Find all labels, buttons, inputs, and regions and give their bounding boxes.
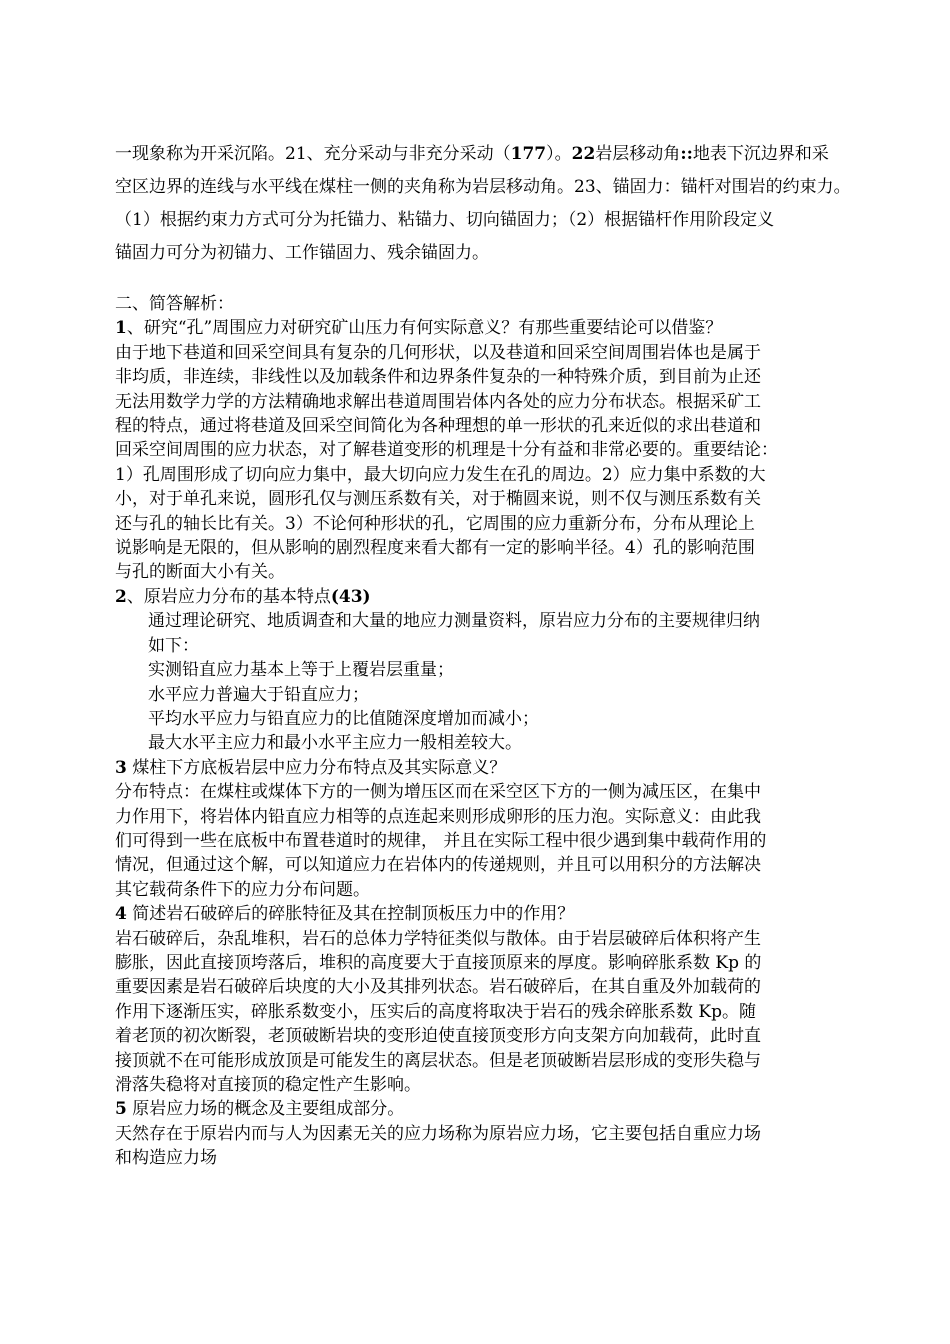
- intro-text: 地表下沉边界和采: [692, 144, 829, 164]
- answer-2-line: 实测铅直应力基本上等于上覆岩层重量；: [148, 660, 454, 681]
- answer-4-line: 滑落失稳将对直接顶的稳定性产生影响。: [115, 1075, 421, 1095]
- answer-4-line: 岩石破碎后，杂乱堆积，岩石的总体力学特征类似与散体。由于岩层破碎后体积将产生: [115, 928, 761, 949]
- answer-2-line: 水平应力普遍大于铅直应力；: [148, 684, 369, 705]
- question-number: 4: [115, 904, 127, 925]
- question-number: 1: [115, 318, 127, 339]
- answer-2-line: 平均水平应力与铅直应力的比值随深度增加而减小；: [148, 708, 539, 729]
- question-number: 3: [115, 757, 127, 778]
- intro-line-4: 锚固力可分为初锚力、工作锚固力、残余锚固力。: [115, 243, 489, 263]
- question-number: 2: [115, 586, 127, 607]
- answer-3-line: 情况，但通过这个解，可以知道应力在岩体内的传递规则，并且可以用积分的方法解决: [115, 855, 761, 876]
- question-1-title: [115, 316, 843, 340]
- answer-4-line: 膨胀，因此直接顶垮落后，堆积的高度要大于直接顶原来的厚度。影响碎胀系数 Kp 的: [115, 952, 762, 973]
- answer-1-line: 说影响是无限的，但从影响的剧烈程度来看大都有一定的影响半径。4）孔的影响范围: [115, 538, 755, 559]
- intro-line-3: （1）根据约束力方式可分为托锚力、粘锚力、切向锚固力；（2）根据锚杆作用阶段定义: [115, 210, 775, 230]
- answer-1-line: 1）孔周围形成了切向应力集中，最大切向应力发生在孔的周边。2）应力集中系数的大: [115, 464, 766, 485]
- question-text: 简述岩石破碎后的碎胀特征及其在控制顶板压力中的作用？: [126, 904, 575, 925]
- section-heading: 二、简答解析：: [115, 294, 234, 314]
- answer-1-line: 由于地下巷道和回采空间具有复杂的几何形状，以及巷道和回采空间周围岩体也是属于: [115, 342, 761, 363]
- answer-2-line: 通过理论研究、地质调查和大量的地应力测量资料，原岩应力分布的主要规律归纳: [148, 611, 760, 632]
- question-text: 、研究“孔”周围应力对研究矿山压力有何实际意义？有那些重要结论可以借鉴？: [126, 318, 723, 339]
- answer-1-line: 程的特点，通过将巷道及回采空间简化为各种理想的单一形状的孔来近似的求出巷道和: [115, 416, 761, 437]
- answer-2-line: 如下：: [148, 635, 199, 656]
- answer-4-line: 作用下逐渐压实，碎胀系数变小，压实后的高度将取决于岩石的残余碎胀系数 Kp。随: [115, 1001, 756, 1022]
- document-page: [115, 138, 851, 1171]
- answer-1-line: 回采空间周围的应力状态，对了解巷道变形的机理是十分有益和非常必要的。重要结论：: [115, 440, 778, 461]
- question-5-title: [115, 1097, 843, 1121]
- term-name: 岩层移动角: [595, 144, 681, 164]
- answer-1-line: 小，对于单孔来说，圆形孔仅与测压系数有关，对于椭圆来说，则不仅与测压系数有关: [115, 489, 761, 510]
- answer-4-line: 接顶就不在可能形成放顶是可能发生的离层状态。但是老顶破断岩层形成的变形失稳与: [115, 1050, 761, 1071]
- intro-line-2: 空区边界的连线与水平线在煤柱一侧的夹角称为岩层移动角。23、锚固力：锚杆对围岩的约束力。: [115, 177, 851, 197]
- answer-3-line: 力作用下，将岩体内铅直应力相等的点连起来则形成卵形的压力泡。实际意义：由此我: [115, 806, 761, 827]
- answer-3-line: 其它载荷条件下的应力分布问题。: [115, 879, 370, 900]
- answer-1-line: 与孔的断面大小有关。: [115, 562, 285, 583]
- answer-5-line: 和构造应力场: [115, 1148, 217, 1169]
- question-text: 原岩应力场的概念及主要组成部分。: [126, 1099, 405, 1120]
- question-text: 煤柱下方底板岩层中应力分布特点及其实际意义？: [126, 757, 507, 778]
- question-4-title: [115, 902, 843, 926]
- question-2-title: [115, 585, 843, 609]
- question-number: 5: [115, 1099, 127, 1120]
- intro-line-1: [115, 138, 843, 171]
- intro-paragraph: [115, 138, 851, 270]
- page-ref: 177: [510, 144, 547, 164]
- answer-3-line: 分布特点：在煤柱或煤体下方的一侧为增压区而在采空区下方的一侧为减压区，在集中: [115, 782, 761, 803]
- answer-2-line: 最大水平主应力和最小水平主应力一般相差较大。: [148, 733, 522, 754]
- page-ref: (43): [330, 586, 371, 607]
- answer-5-line: 天然存在于原岩内而与人为因素无关的应力场称为原岩应力场，它主要包括自重应力场: [115, 1123, 761, 1144]
- question-3-title: [115, 756, 843, 780]
- answer-1-line: 非均质，非连续，非线性以及加载条件和边界条件复杂的一种特殊介质，到目前为止还: [115, 367, 761, 388]
- answer-4-line: 重要因素是岩石破碎后块度的大小及其排列状态。岩石破碎后，在其自重及外加载荷的: [115, 977, 761, 998]
- intro-text: 一现象称为开采沉陷。21、充分采动与非充分采动（: [115, 144, 511, 164]
- qa-section: [115, 292, 843, 1171]
- answer-3-line: 们可得到一些在底板中布置巷道时的规律， 并且在实际工程中很少遇到集中载荷作用的: [115, 830, 767, 851]
- intro-text: ）。: [546, 144, 572, 164]
- question-text: 、原岩应力分布的基本特点: [126, 586, 331, 607]
- term-number: 22: [571, 144, 596, 164]
- answer-4-line: 着老顶的初次断裂，老顶破断岩块的变形迫使直接顶变形方向支架方向加载荷，此时直: [115, 1026, 761, 1047]
- term-colon: ::: [680, 144, 693, 164]
- answer-1-line: 还与孔的轴长比有关。3）不论何种形状的孔，它周围的应力重新分布，分布从理论上: [115, 513, 755, 534]
- answer-1-line: 无法用数学力学的方法精确地求解出巷道周围岩体内各处的应力分布状态。根据采矿工: [115, 391, 761, 412]
